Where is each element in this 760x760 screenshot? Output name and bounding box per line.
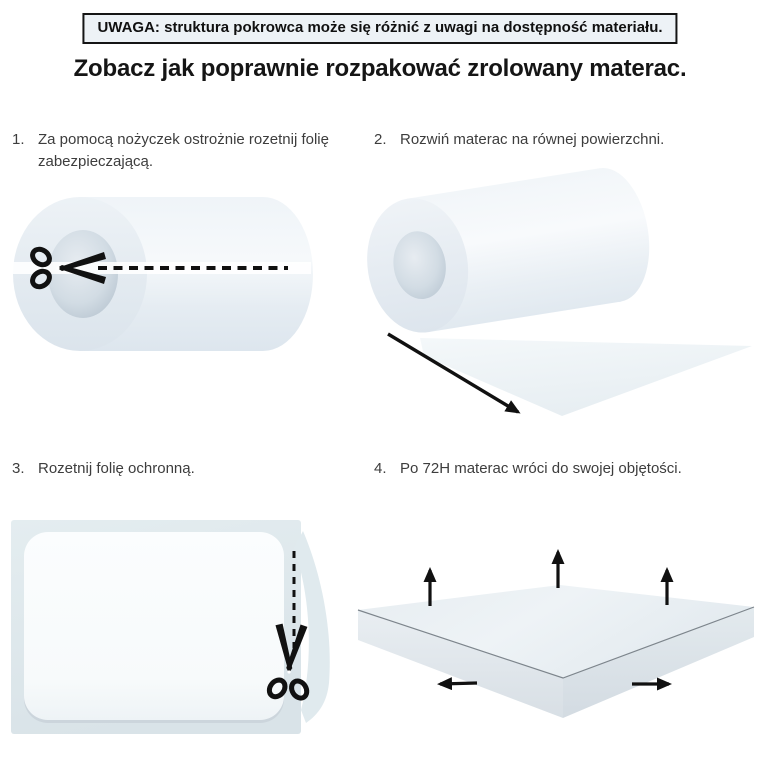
step-2-text: Rozwiń materac na równej powierzchni. xyxy=(400,131,665,148)
step-2-number: 2. xyxy=(374,131,387,148)
step-1-illustration xyxy=(5,192,330,354)
flat-mattress xyxy=(24,532,284,720)
page-title: Zobacz jak poprawnie rozpakować zrolowany materac. xyxy=(73,55,687,82)
step-1-label xyxy=(12,129,342,173)
step-1-number: 1. xyxy=(12,131,25,148)
notice-banner xyxy=(82,13,677,44)
expand-left-arrow-icon xyxy=(440,683,477,684)
step-3-text: Rozetnij folię ochronną. xyxy=(38,460,195,477)
step-4-text: Po 72H materac wróci do swojej objętości. xyxy=(400,460,682,477)
step-2-label xyxy=(374,129,754,151)
notice-banner-text: UWAGA: struktura pokrowca może się różnić z uwagi na dostępność materiału. xyxy=(97,19,663,36)
mattress-roll xyxy=(358,166,658,340)
expanded-mattress xyxy=(358,585,754,718)
step-3-label xyxy=(12,458,342,480)
step-1-text: Za pomocą nożyczek ostrożnie rozetnij folię zabezpieczającą. xyxy=(38,131,329,170)
rolled-mattress xyxy=(13,197,313,351)
step-4-label xyxy=(374,458,754,480)
step-2-illustration xyxy=(358,166,758,424)
step-3-number: 3. xyxy=(12,460,25,477)
step-4-illustration xyxy=(355,532,757,758)
unrolled-sheet xyxy=(420,338,752,416)
step-4-number: 4. xyxy=(374,460,387,477)
step-3-illustration xyxy=(8,515,338,757)
